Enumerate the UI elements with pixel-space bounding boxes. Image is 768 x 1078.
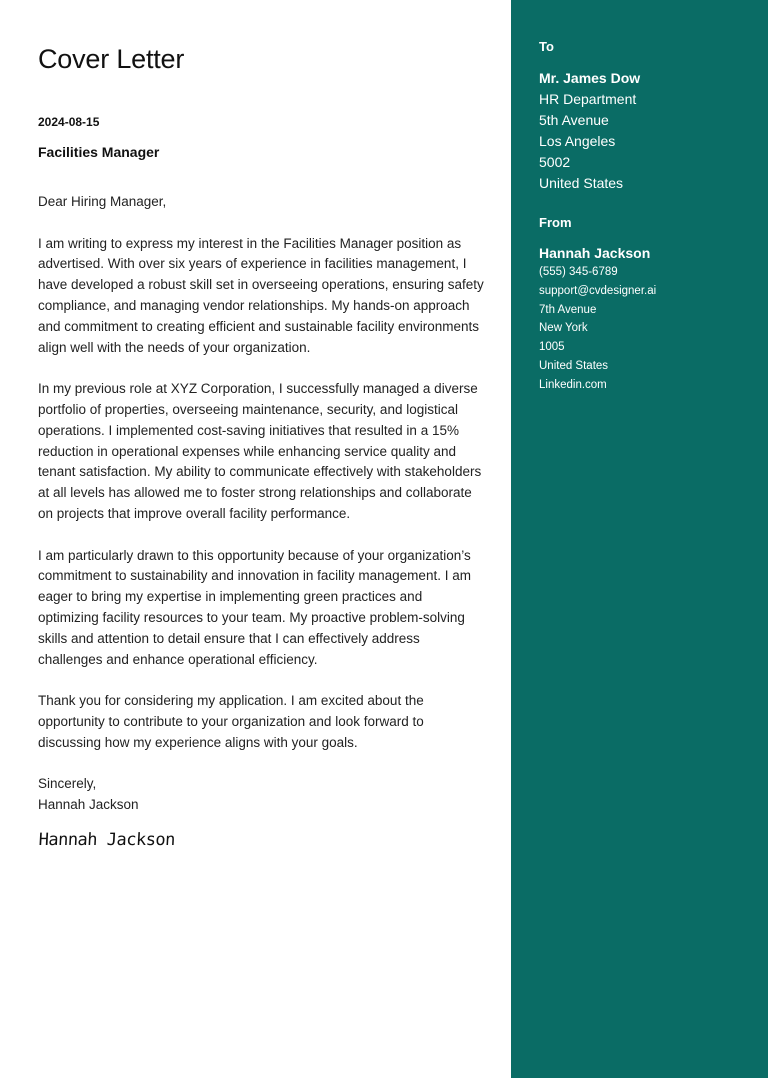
recipient-city: Los Angeles xyxy=(539,133,616,149)
handwritten-signature: Hannah Jackson xyxy=(38,829,176,850)
sender-city: New York xyxy=(539,322,588,335)
sender-email: support@cvdesigner.ai xyxy=(539,284,657,297)
job-position: Facilities Manager xyxy=(38,144,160,160)
recipient-country: United States xyxy=(539,175,624,191)
sender-website: Linkedin.com xyxy=(539,378,607,391)
paragraph-intro: I am writing to express my interest in the Facilities Manager position as advertised. With over six years of experience in facilities management, I have developed a robust skill set in overseeing operations, ensuring safety compliance, and managing vendor relationships. My hands-on approach and commitment to creating efficient and sustainable facility environments align well with the needs of your organization. xyxy=(38,235,484,355)
sender-zip: 1005 xyxy=(539,341,565,354)
paragraph-experience: In my previous role at XYZ Corporation, I successfully managed a diverse portfolio of properties, overseeing maintenance, security, and logistical operations. I implemented cost-saving initiatives that resulted in a 15% reduction in operational expenses while enhancing service quality and tenant satisfaction. My ability to communicate effectively with stakeholders at all levels has allowed me to foster strong relationships and collaborate on projects that improve overall facility performance. xyxy=(38,381,482,521)
recipient-name: Mr. James Dow xyxy=(539,70,641,86)
contact-details xyxy=(539,38,754,395)
closing-name: Hannah Jackson xyxy=(38,797,139,813)
recipient-department: HR Department xyxy=(539,91,637,107)
paragraph-thanks: Thank you for considering my application. I am excited about the opportunity to contribute to your organization and look forward to discussing how my experience aligns with your goals. xyxy=(38,693,424,750)
closing-phrase: Sincerely, xyxy=(38,776,97,792)
sender-country: United States xyxy=(539,359,609,372)
letter-body xyxy=(38,42,486,852)
sender-street: 7th Avenue xyxy=(539,303,597,316)
closing-block xyxy=(38,774,486,816)
recipient-street: 5th Avenue xyxy=(539,112,609,128)
sender-name: Hannah Jackson xyxy=(539,245,651,261)
letter-date: 2024-08-15 xyxy=(38,115,100,129)
contact-sidebar xyxy=(511,0,768,1078)
page-title: Cover Letter xyxy=(38,44,185,74)
from-heading: From xyxy=(539,215,572,230)
salutation: Dear Hiring Manager, xyxy=(38,194,167,209)
sender-phone: (555) 345-6789 xyxy=(539,266,618,278)
to-heading: To xyxy=(539,39,554,54)
paragraph-motivation: I am particularly drawn to this opportunity because of your organization’s commitment to sustainability and innovation in facility management. I am eager to bring my expertise in implementing green practices and optimizing facility resources to your team. My proactive problem-solving skills and attention to detail ensure that I can effectively address challenges and enhance operational efficiency. xyxy=(38,547,471,667)
recipient-zip: 5002 xyxy=(539,154,571,170)
